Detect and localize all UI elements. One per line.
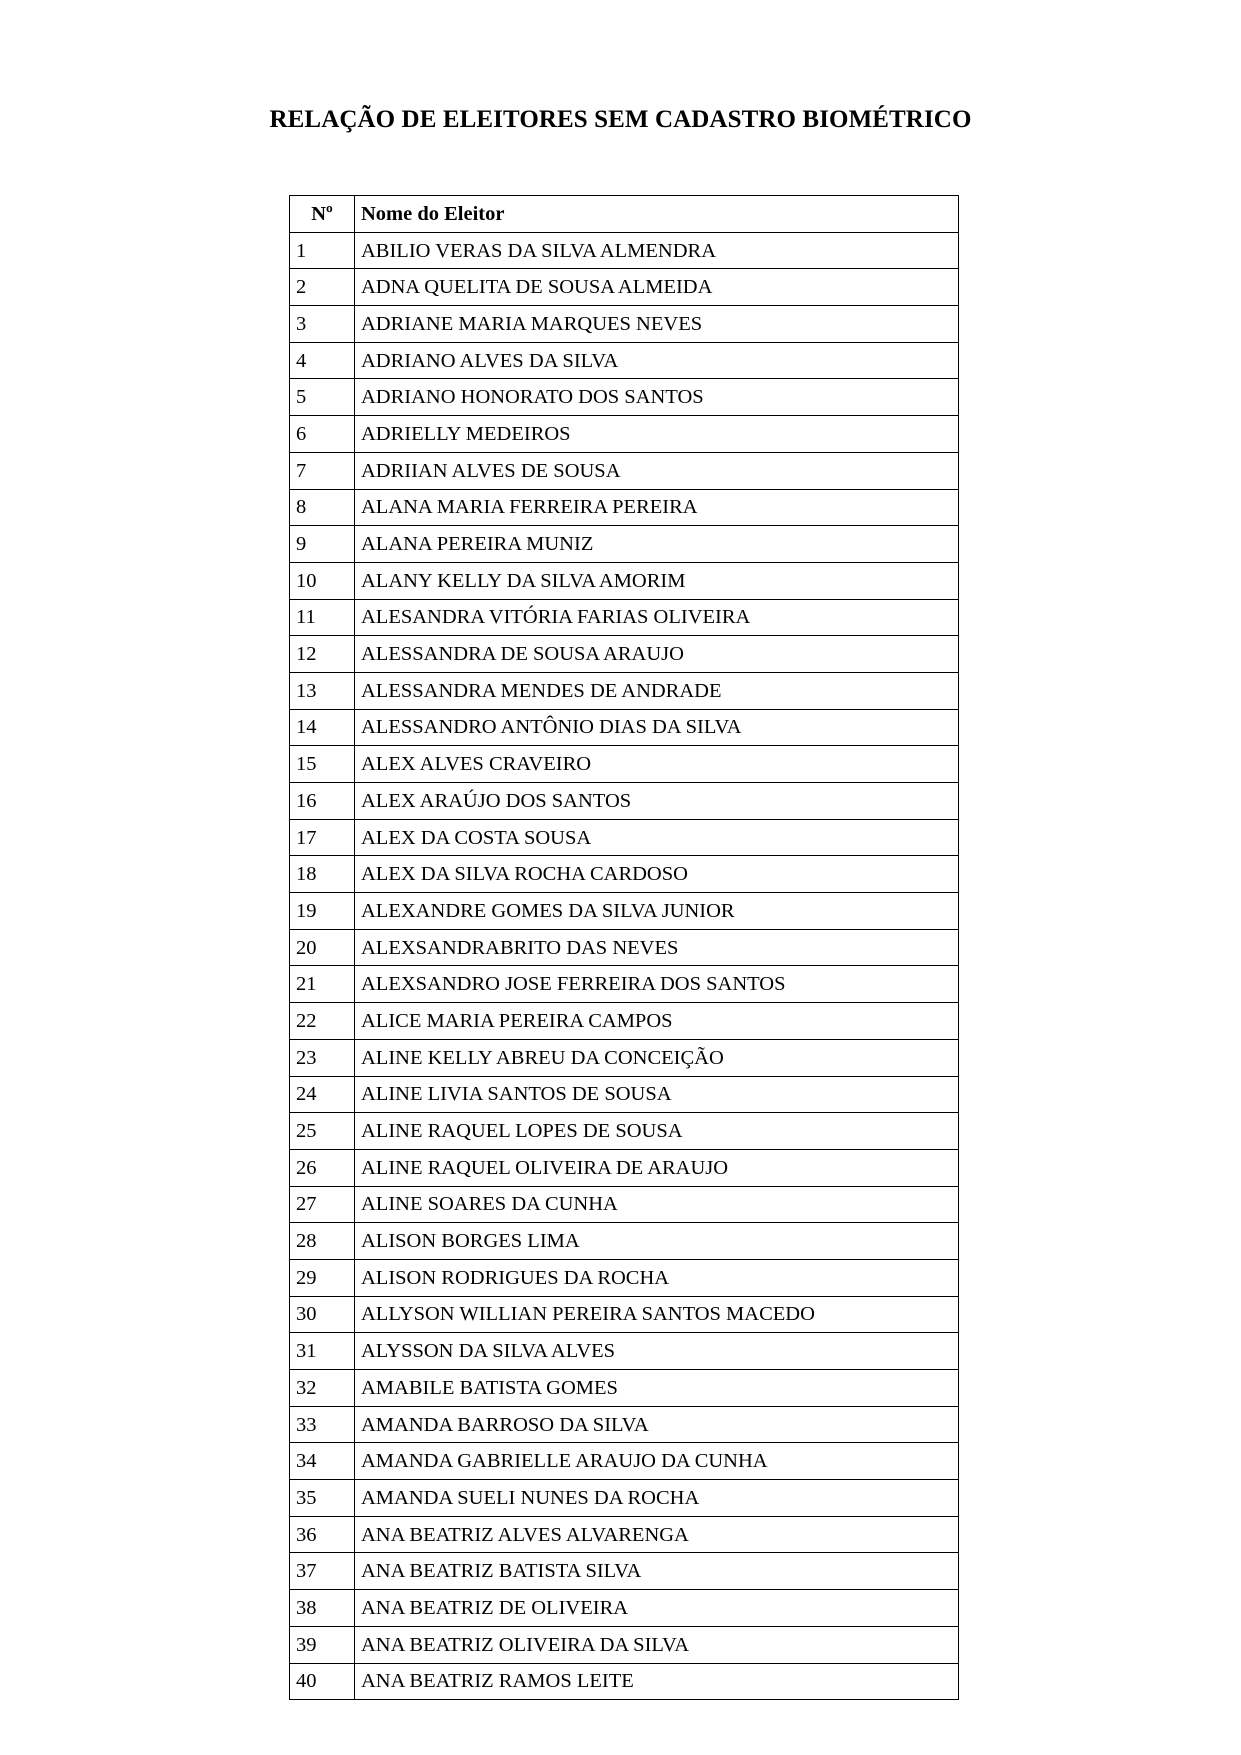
table-row	[290, 306, 959, 343]
row-number: 4	[290, 342, 355, 379]
table-row	[290, 452, 959, 489]
row-number: 28	[290, 1223, 355, 1260]
table-row	[290, 1076, 959, 1113]
row-number: 21	[290, 966, 355, 1003]
voter-name: ALANY KELLY DA SILVA AMORIM	[355, 562, 959, 599]
table-row	[290, 966, 959, 1003]
table-row	[290, 893, 959, 930]
table-row	[290, 1149, 959, 1186]
table-row	[290, 1516, 959, 1553]
voter-name: ALEXSANDRO JOSE FERREIRA DOS SANTOS	[355, 966, 959, 1003]
table-row	[290, 856, 959, 893]
voter-name: ALESSANDRA MENDES DE ANDRADE	[355, 672, 959, 709]
voter-name: ALEX DA COSTA SOUSA	[355, 819, 959, 856]
table-row	[290, 1003, 959, 1040]
voter-name: AMANDA BARROSO DA SILVA	[355, 1406, 959, 1443]
voter-name: ALINE RAQUEL LOPES DE SOUSA	[355, 1113, 959, 1150]
row-number: 20	[290, 929, 355, 966]
table-row	[290, 1553, 959, 1590]
voter-name: ADRIANE MARIA MARQUES NEVES	[355, 306, 959, 343]
table-row	[290, 342, 959, 379]
row-number: 3	[290, 306, 355, 343]
row-number: 27	[290, 1186, 355, 1223]
voter-name: ALINE KELLY ABREU DA CONCEIÇÃO	[355, 1039, 959, 1076]
voter-name: AMABILE BATISTA GOMES	[355, 1370, 959, 1407]
row-number: 7	[290, 452, 355, 489]
voter-name: ANA BEATRIZ OLIVEIRA DA SILVA	[355, 1626, 959, 1663]
table-row	[290, 416, 959, 453]
table-header-row	[290, 196, 959, 233]
voter-name: ABILIO VERAS DA SILVA ALMENDRA	[355, 232, 959, 269]
row-number: 19	[290, 893, 355, 930]
table-row	[290, 783, 959, 820]
table-row	[290, 232, 959, 269]
voter-name: ANA BEATRIZ BATISTA SILVA	[355, 1553, 959, 1590]
row-number: 37	[290, 1553, 355, 1590]
row-number: 36	[290, 1516, 355, 1553]
row-number: 31	[290, 1333, 355, 1370]
row-number: 15	[290, 746, 355, 783]
voter-name: ALEX ALVES CRAVEIRO	[355, 746, 959, 783]
row-number: 17	[290, 819, 355, 856]
page-title: RELAÇÃO DE ELEITORES SEM CADASTRO BIOMÉTRICO	[269, 106, 972, 133]
table-row	[290, 1626, 959, 1663]
voter-name: ADNA QUELITA DE SOUSA ALMEIDA	[355, 269, 959, 306]
row-number: 29	[290, 1259, 355, 1296]
voter-name: ALISON RODRIGUES DA ROCHA	[355, 1259, 959, 1296]
table-row	[290, 1590, 959, 1627]
row-number: 9	[290, 526, 355, 563]
row-number: 40	[290, 1663, 355, 1700]
voter-name: ALESSANDRA DE SOUSA ARAUJO	[355, 636, 959, 673]
voter-name: ADRIELLY MEDEIROS	[355, 416, 959, 453]
row-number: 26	[290, 1149, 355, 1186]
voter-name: ALICE MARIA PEREIRA CAMPOS	[355, 1003, 959, 1040]
column-header-number: Nº	[290, 196, 355, 233]
table-row	[290, 1223, 959, 1260]
table-row	[290, 526, 959, 563]
table-row	[290, 672, 959, 709]
row-number: 18	[290, 856, 355, 893]
row-number: 35	[290, 1480, 355, 1517]
row-number: 8	[290, 489, 355, 526]
voter-name: ANA BEATRIZ RAMOS LEITE	[355, 1663, 959, 1700]
voter-name: ADRIANO HONORATO DOS SANTOS	[355, 379, 959, 416]
row-number: 12	[290, 636, 355, 673]
row-number: 6	[290, 416, 355, 453]
column-header-name: Nome do Eleitor	[355, 196, 959, 233]
voter-name: ANA BEATRIZ DE OLIVEIRA	[355, 1590, 959, 1627]
table-row	[290, 1370, 959, 1407]
row-number: 23	[290, 1039, 355, 1076]
row-number: 2	[290, 269, 355, 306]
row-number: 1	[290, 232, 355, 269]
row-number: 5	[290, 379, 355, 416]
row-number: 24	[290, 1076, 355, 1113]
voter-name: ADRIIAN ALVES DE SOUSA	[355, 452, 959, 489]
row-number: 32	[290, 1370, 355, 1407]
table-row	[290, 636, 959, 673]
table-row	[290, 1480, 959, 1517]
table-row	[290, 379, 959, 416]
table-row	[290, 1406, 959, 1443]
voter-name: ALINE RAQUEL OLIVEIRA DE ARAUJO	[355, 1149, 959, 1186]
row-number: 39	[290, 1626, 355, 1663]
table-row	[290, 562, 959, 599]
table-row	[290, 489, 959, 526]
table-row	[290, 1113, 959, 1150]
row-number: 34	[290, 1443, 355, 1480]
voter-name: ALISON BORGES LIMA	[355, 1223, 959, 1260]
voter-name: ALEX DA SILVA ROCHA CARDOSO	[355, 856, 959, 893]
table-row	[290, 1296, 959, 1333]
row-number: 13	[290, 672, 355, 709]
table-row	[290, 1663, 959, 1700]
voter-name: AMANDA SUELI NUNES DA ROCHA	[355, 1480, 959, 1517]
table-row	[290, 1443, 959, 1480]
row-number: 38	[290, 1590, 355, 1627]
voter-name: ALANA MARIA FERREIRA PEREIRA	[355, 489, 959, 526]
voter-name: ALINE LIVIA SANTOS DE SOUSA	[355, 1076, 959, 1113]
voters-table	[289, 195, 959, 1700]
table-row	[290, 1259, 959, 1296]
voter-name: ALINE SOARES DA CUNHA	[355, 1186, 959, 1223]
table-row	[290, 929, 959, 966]
voter-name: ALANA PEREIRA MUNIZ	[355, 526, 959, 563]
row-number: 22	[290, 1003, 355, 1040]
table-row	[290, 819, 959, 856]
voter-name: ALYSSON DA SILVA ALVES	[355, 1333, 959, 1370]
row-number: 25	[290, 1113, 355, 1150]
row-number: 30	[290, 1296, 355, 1333]
voter-name: ALEX ARAÚJO DOS SANTOS	[355, 783, 959, 820]
table-row	[290, 709, 959, 746]
voter-name: ALLYSON WILLIAN PEREIRA SANTOS MACEDO	[355, 1296, 959, 1333]
table-row	[290, 269, 959, 306]
voter-name: ALEXSANDRABRITO DAS NEVES	[355, 929, 959, 966]
voter-name: ALEXANDRE GOMES DA SILVA JUNIOR	[355, 893, 959, 930]
table-row	[290, 1039, 959, 1076]
voter-name: ALESANDRA VITÓRIA FARIAS OLIVEIRA	[355, 599, 959, 636]
row-number: 10	[290, 562, 355, 599]
table-row	[290, 599, 959, 636]
table-row	[290, 746, 959, 783]
row-number: 16	[290, 783, 355, 820]
voter-name: ANA BEATRIZ ALVES ALVARENGA	[355, 1516, 959, 1553]
voter-name: ADRIANO ALVES DA SILVA	[355, 342, 959, 379]
voter-name: AMANDA GABRIELLE ARAUJO DA CUNHA	[355, 1443, 959, 1480]
table-row	[290, 1186, 959, 1223]
row-number: 33	[290, 1406, 355, 1443]
table-row	[290, 1333, 959, 1370]
voter-name: ALESSANDRO ANTÔNIO DIAS DA SILVA	[355, 709, 959, 746]
voters-table-body	[290, 232, 959, 1700]
row-number: 14	[290, 709, 355, 746]
row-number: 11	[290, 599, 355, 636]
